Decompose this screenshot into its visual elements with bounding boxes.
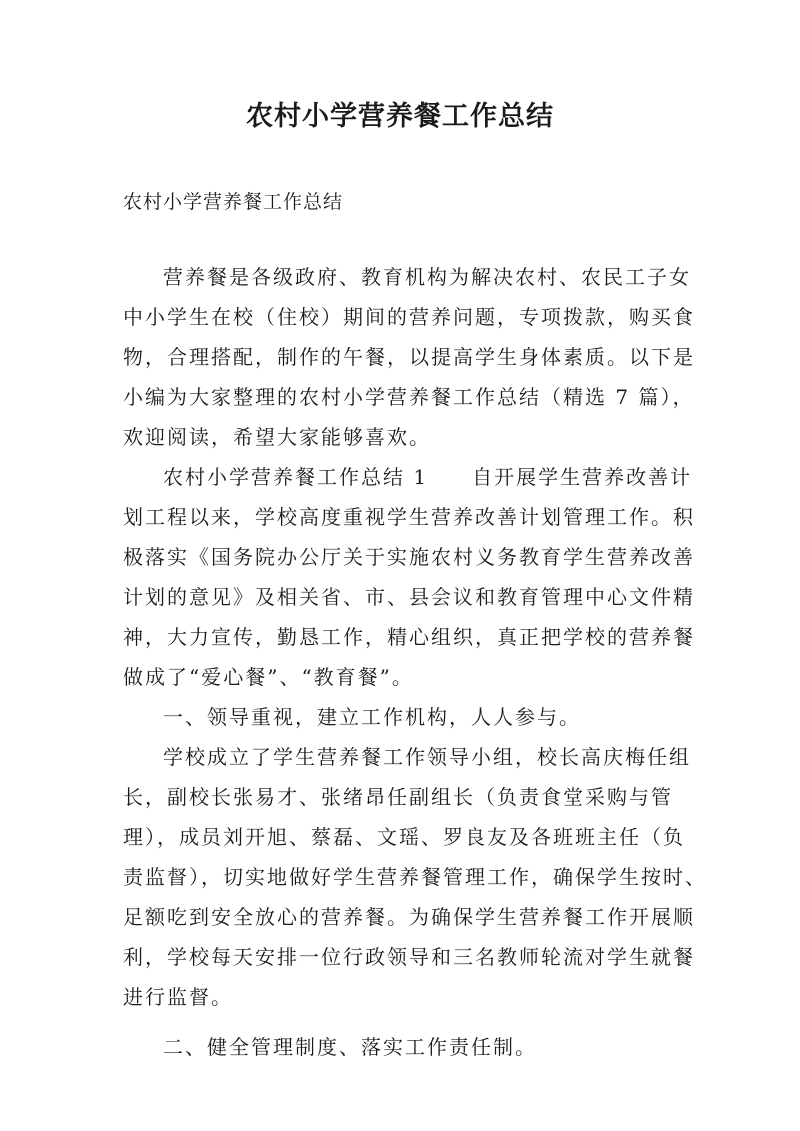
page-title: 农村小学营养餐工作总结 bbox=[246, 101, 554, 132]
paragraph-line: 划工程以来，学校高度重视学生营养改善计划管理工作。积 bbox=[123, 505, 695, 529]
paragraph-line: 欢迎阅读，希望大家能够喜欢。 bbox=[123, 425, 431, 449]
paragraph-line: 农村小学营养餐工作总结 1 自开展学生营养改善计 bbox=[163, 465, 693, 489]
section-heading: 一、领导重视，建立工作机构，人人参与。 bbox=[163, 705, 581, 729]
document-subtitle: 农村小学营养餐工作总结 bbox=[123, 191, 344, 213]
paragraph-line: 极落实《国务院办公厅关于实施农村义务教育学生营养改善 bbox=[123, 545, 695, 569]
paragraph-line: 足额吃到安全放心的营养餐。为确保学生营养餐工作开展顺 bbox=[123, 905, 695, 929]
section-heading: 二、健全管理制度、落实工作责任制。 bbox=[163, 1035, 537, 1059]
paragraph-line: 学校成立了学生营养餐工作领导小组，校长高庆梅任组 bbox=[163, 745, 691, 769]
paragraph-line: 责监督），切实地做好学生营养餐管理工作，确保学生按时、 bbox=[123, 865, 707, 889]
paragraph-line: 小编为大家整理的农村小学营养餐工作总结（精选 7 篇）， bbox=[123, 385, 695, 409]
paragraph-line: 长，副校长张易才、张绪昂任副组长（负责食堂采购与管 bbox=[123, 785, 673, 809]
paragraph-line: 神，大力宣传，勤恳工作，精心组织，真正把学校的营养餐 bbox=[123, 625, 695, 649]
paragraph-line: 物，合理搭配，制作的午餐，以提高学生身体素质。以下是 bbox=[123, 345, 695, 369]
paragraph-line: 进行监督。 bbox=[123, 985, 233, 1009]
paragraph-line: 计划的意见》及相关省、市、县会议和教育管理中心文件精 bbox=[123, 585, 695, 609]
document-body bbox=[123, 257, 707, 1067]
paragraph-line: 做成了“爱心餐”、“教育餐”。 bbox=[123, 665, 414, 689]
paragraph-line: 中小学生在校（住校）期间的营养问题，专项拨款，购买食 bbox=[123, 305, 695, 329]
paragraph-line: 理），成员刘开旭、蔡磊、文瑶、罗良友及各班班主任（负 bbox=[123, 825, 685, 849]
paragraph-line: 营养餐是各级政府、教育机构为解决农村、农民工子女 bbox=[163, 265, 691, 289]
paragraph-line: 利，学校每天安排一位行政领导和三名教师轮流对学生就餐 bbox=[123, 945, 695, 969]
